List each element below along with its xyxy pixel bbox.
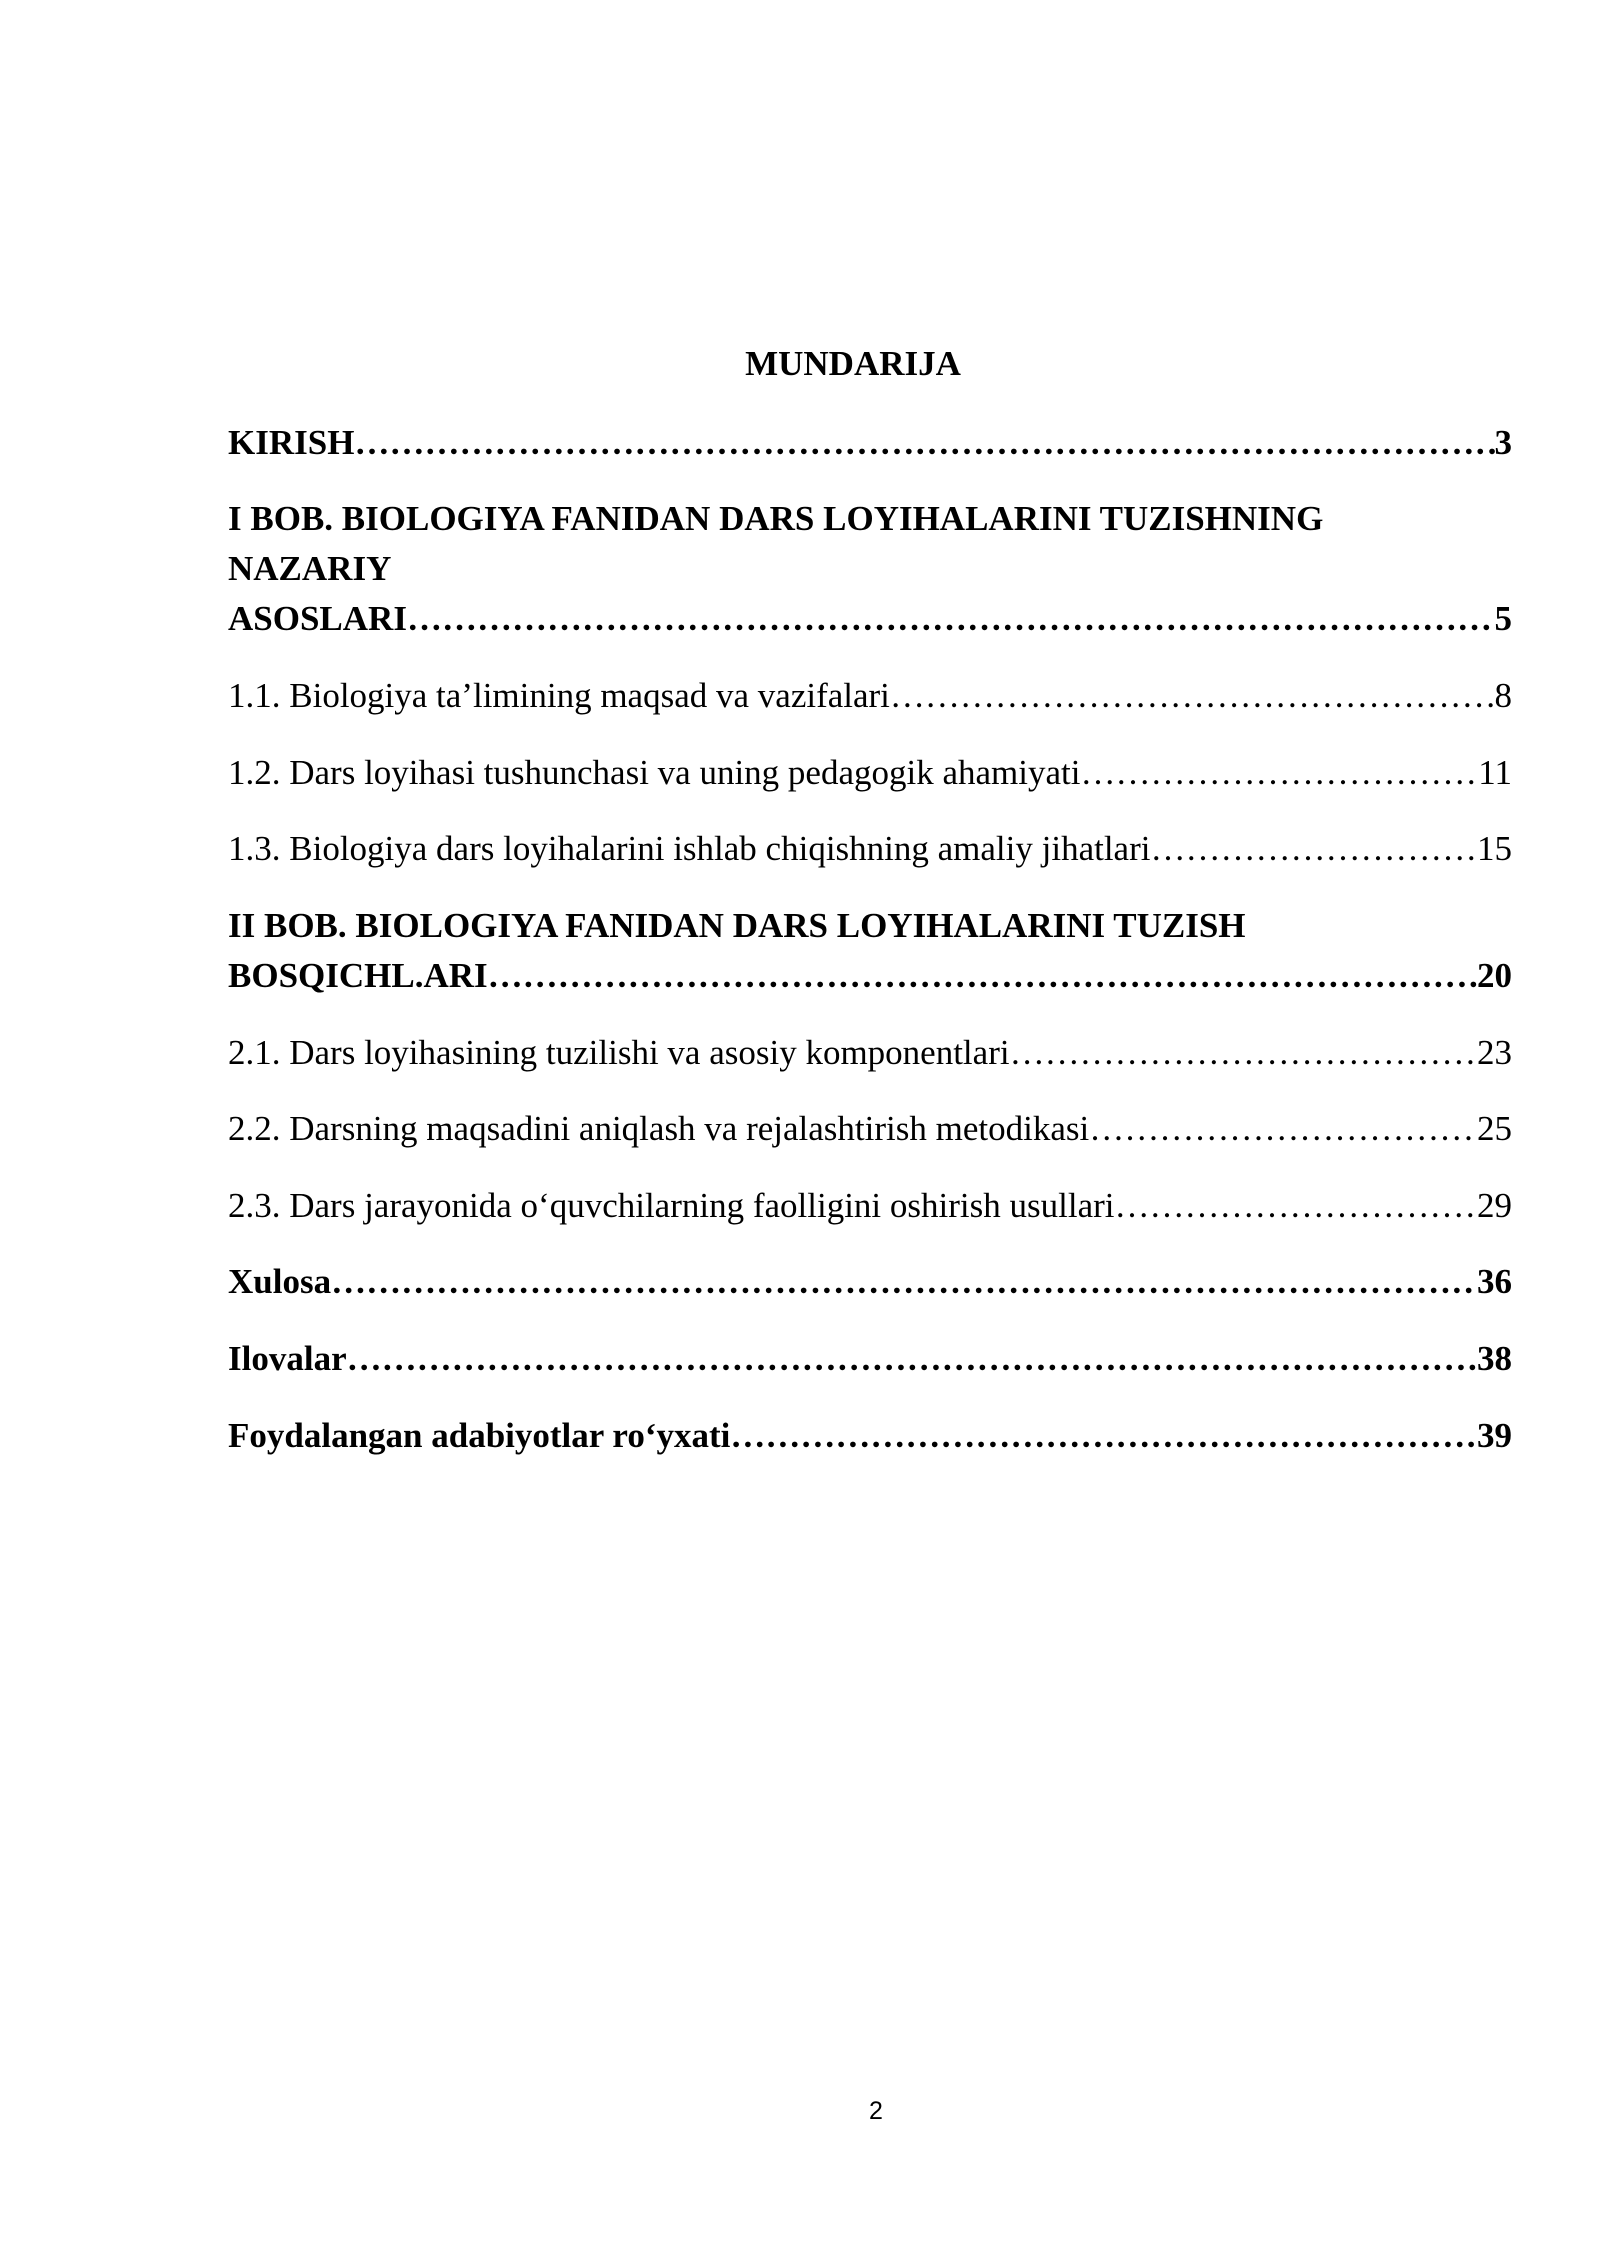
toc-leader-dots bbox=[354, 418, 1494, 468]
toc-leader-dots bbox=[1114, 1181, 1477, 1231]
toc-entry-page: 5 bbox=[1494, 599, 1512, 638]
toc-entry-2-3 bbox=[228, 1181, 1512, 1231]
toc-leader-dots bbox=[1150, 824, 1477, 874]
toc-entry-line: II BOB. BIOLOGIYA FANIDAN DARS LOYIHALARINI TUZISH bbox=[228, 906, 1246, 945]
toc-leader-dots bbox=[1080, 748, 1478, 798]
toc-entry-text: 1.1. Biologiya ta’limining maqsad va vazifalari bbox=[228, 676, 890, 715]
toc-leader-dots bbox=[730, 1411, 1477, 1461]
toc-entry-text: 1.3. Biologiya dars loyihalarini ishlab chiqishning amaliy jihatlari bbox=[228, 829, 1151, 868]
toc-leader-dots bbox=[890, 671, 1495, 721]
toc-entry-references bbox=[228, 1411, 1512, 1461]
toc-entry-line: NAZARIY bbox=[228, 549, 392, 588]
toc-entry-page: 38 bbox=[1477, 1339, 1512, 1378]
toc-leader-dots bbox=[347, 1334, 1477, 1384]
toc-entry-1-3 bbox=[228, 824, 1512, 874]
toc-entry-page: 3 bbox=[1494, 423, 1512, 462]
toc-entry-page: 15 bbox=[1477, 829, 1512, 868]
toc-entry-ilovalar bbox=[228, 1334, 1512, 1384]
page-number: 2 bbox=[869, 2097, 883, 2125]
toc-entry-kirish bbox=[228, 418, 1512, 468]
toc-entry-text: Foydalangan adabiyotlar ro‘yxati bbox=[228, 1416, 731, 1455]
toc-entry-text: Xulosa bbox=[228, 1262, 332, 1301]
toc-entry-text: BOSQICHL.ARI bbox=[228, 956, 488, 995]
toc-entry-text: 2.3. Dars jarayonida o‘quvchilarning faolligini oshirish usullari bbox=[228, 1186, 1115, 1225]
toc-entry-1-2 bbox=[228, 748, 1512, 798]
toc-entry-text: 2.2. Darsning maqsadini aniqlash va rejalashtirish metodikasi bbox=[228, 1109, 1090, 1148]
toc-title: MUNDARIJA bbox=[745, 344, 961, 383]
toc-entry-line: I BOB. BIOLOGIYA FANIDAN DARS LOYIHALARINI TUZISHNING bbox=[228, 499, 1324, 538]
toc-leader-dots bbox=[488, 951, 1477, 1001]
toc-entry-chapter-1 bbox=[228, 494, 1512, 644]
toc-entry-page: 8 bbox=[1494, 676, 1512, 715]
toc-entry-page: 25 bbox=[1477, 1109, 1512, 1148]
toc-entry-text: KIRISH bbox=[228, 423, 355, 462]
toc-leader-dots bbox=[331, 1257, 1477, 1307]
toc-leader-dots bbox=[407, 594, 1495, 644]
toc-entry-page: 29 bbox=[1477, 1186, 1512, 1225]
toc-entry-1-1 bbox=[228, 671, 1512, 721]
toc-leader-dots bbox=[1010, 1028, 1477, 1078]
toc-entry-page: 39 bbox=[1477, 1416, 1512, 1455]
toc-entry-text: 1.2. Dars loyihasi tushunchasi va uning pedagogik ahamiyati bbox=[228, 753, 1081, 792]
toc-entry-text: 2.1. Dars loyihasining tuzilishi va asosiy komponentlari bbox=[228, 1033, 1010, 1072]
toc-entry-text: Ilovalar bbox=[228, 1339, 347, 1378]
toc-entry-page: 11 bbox=[1478, 753, 1512, 792]
toc-entry-page: 23 bbox=[1477, 1033, 1512, 1072]
toc-entry-text: ASOSLARI bbox=[228, 599, 407, 638]
toc-entry-page: 20 bbox=[1477, 956, 1512, 995]
toc-entry-2-2 bbox=[228, 1104, 1512, 1154]
toc-entry-chapter-2 bbox=[228, 901, 1512, 1001]
toc-entry-page: 36 bbox=[1477, 1262, 1512, 1301]
toc-entry-xulosa bbox=[228, 1257, 1512, 1307]
toc-leader-dots bbox=[1089, 1104, 1477, 1154]
toc-entry-2-1 bbox=[228, 1028, 1512, 1078]
